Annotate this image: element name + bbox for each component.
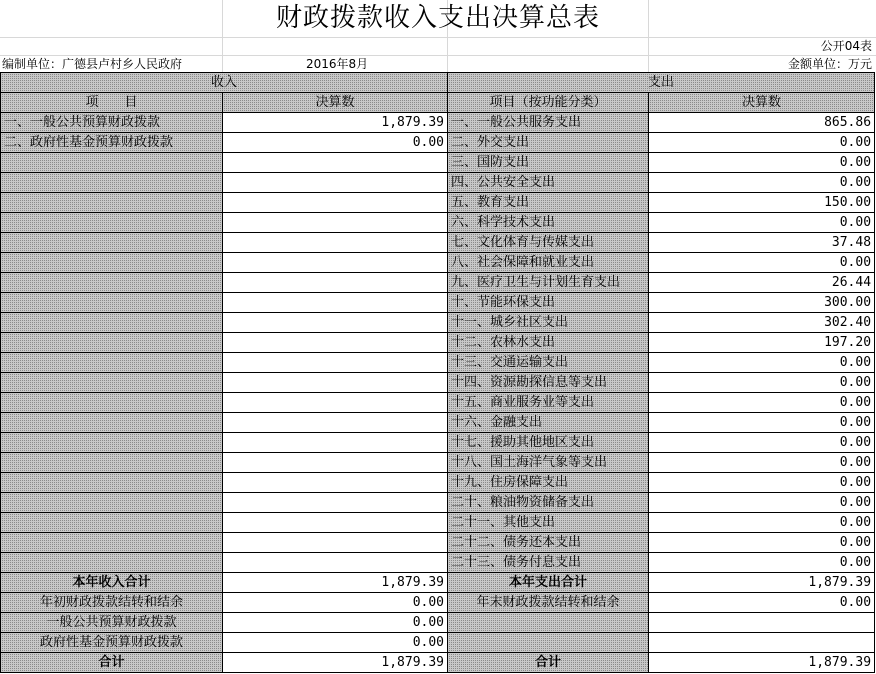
budget-table — [0, 72, 875, 673]
begin-balance-label: 年初财政拨款结转和结余 — [1, 593, 223, 613]
income-item-amount[interactable] — [223, 553, 448, 573]
table-row — [1, 393, 875, 413]
expense-item-label: 十七、援助其他地区支出 — [448, 433, 649, 453]
income-item-amount[interactable] — [223, 213, 448, 233]
income-item-label — [1, 153, 223, 173]
expense-total-amount[interactable]: 1,879.39 — [649, 573, 875, 593]
expense-item-amount[interactable]: 0.00 — [649, 453, 875, 473]
summary-row — [1, 633, 875, 653]
income-item-label: 二、政府性基金预算财政拨款 — [1, 133, 223, 153]
income-item-label — [1, 173, 223, 193]
table-row — [1, 353, 875, 373]
expense-item-amount[interactable]: 0.00 — [649, 393, 875, 413]
income-item-header: 项 目 — [1, 93, 223, 113]
expense-item-header: 项目（按功能分类） — [448, 93, 649, 113]
expense-item-label: 四、公共安全支出 — [448, 173, 649, 193]
expense-item-amount[interactable]: 0.00 — [649, 493, 875, 513]
table-row — [1, 133, 875, 153]
expense-item-label: 十二、农林水支出 — [448, 333, 649, 353]
grid-line — [0, 37, 876, 38]
expense-item-amount[interactable]: 0.00 — [649, 513, 875, 533]
expense-item-amount[interactable]: 0.00 — [649, 553, 875, 573]
table-row — [1, 533, 875, 553]
expense-item-label: 十四、资源勘探信息等支出 — [448, 373, 649, 393]
expense-item-label: 五、教育支出 — [448, 193, 649, 213]
empty-cell — [448, 613, 649, 633]
expense-item-label: 十、节能环保支出 — [448, 293, 649, 313]
table-row — [1, 333, 875, 353]
income-item-label — [1, 313, 223, 333]
expense-item-label: 二十、粮油物资储备支出 — [448, 493, 649, 513]
income-item-label — [1, 373, 223, 393]
table-row — [1, 433, 875, 453]
expense-item-label: 二、外交支出 — [448, 133, 649, 153]
income-item-amount[interactable]: 0.00 — [223, 133, 448, 153]
income-item-label — [1, 233, 223, 253]
table-row — [1, 233, 875, 253]
expense-item-label: 六、科学技术支出 — [448, 213, 649, 233]
income-item-label — [1, 353, 223, 373]
income-total-amount[interactable]: 1,879.39 — [223, 573, 448, 593]
expense-item-amount[interactable]: 0.00 — [649, 253, 875, 273]
report-date: 2016年8月 — [306, 57, 369, 71]
income-item-label — [1, 213, 223, 233]
expense-item-amount[interactable]: 865.86 — [649, 113, 875, 133]
reporting-unit: 编制单位：广德县卢村乡人民政府 — [2, 57, 183, 71]
income-item-amount[interactable] — [223, 393, 448, 413]
expense-item-label: 十一、城乡社区支出 — [448, 313, 649, 333]
table-row — [1, 373, 875, 393]
income-item-label — [1, 393, 223, 413]
expense-item-amount[interactable]: 0.00 — [649, 413, 875, 433]
income-item-label — [1, 513, 223, 533]
expense-item-label: 十五、商业服务业等支出 — [448, 393, 649, 413]
grand-total-label: 合计 — [1, 653, 223, 673]
table-row — [1, 313, 875, 333]
income-item-label — [1, 473, 223, 493]
table-row — [1, 213, 875, 233]
income-item-amount[interactable] — [223, 313, 448, 333]
expense-item-label: 九、医疗卫生与计划生育支出 — [448, 273, 649, 293]
fund-budget-amount[interactable]: 0.00 — [223, 633, 448, 653]
table-row — [1, 153, 875, 173]
income-item-label — [1, 333, 223, 353]
expense-section-header: 支出 — [448, 73, 875, 93]
table-row — [1, 413, 875, 433]
form-code: 公开04表 — [820, 39, 872, 53]
expense-item-amount[interactable]: 0.00 — [649, 373, 875, 393]
expense-item-label: 十八、国土海洋气象等支出 — [448, 453, 649, 473]
expense-item-amount[interactable]: 0.00 — [649, 433, 875, 453]
expense-item-label: 七、文化体育与传媒支出 — [448, 233, 649, 253]
income-item-amount[interactable] — [223, 273, 448, 293]
income-item-amount[interactable] — [223, 473, 448, 493]
expense-item-label: 十九、住房保障支出 — [448, 473, 649, 493]
table-row — [1, 173, 875, 193]
fund-budget-label: 政府性基金预算财政拨款 — [1, 633, 223, 653]
expense-item-amount[interactable]: 0.00 — [649, 213, 875, 233]
table-row — [1, 473, 875, 493]
expense-item-label: 二十二、债务还本支出 — [448, 533, 649, 553]
income-item-amount[interactable] — [223, 233, 448, 253]
income-item-label — [1, 553, 223, 573]
table-row — [1, 513, 875, 533]
table-row — [1, 273, 875, 293]
income-item-label: 一、一般公共预算财政拨款 — [1, 113, 223, 133]
grand-total-income-amount[interactable]: 1,879.39 — [223, 653, 448, 673]
expense-item-amount[interactable]: 302.40 — [649, 313, 875, 333]
income-item-amount[interactable] — [223, 353, 448, 373]
income-item-amount[interactable] — [223, 173, 448, 193]
expense-item-label: 二十三、债务付息支出 — [448, 553, 649, 573]
expense-amount-header: 决算数 — [649, 93, 875, 113]
end-balance-label: 年末财政拨款结转和结余 — [448, 593, 649, 613]
expense-item-amount[interactable]: 37.48 — [649, 233, 875, 253]
begin-balance-amount[interactable]: 0.00 — [223, 593, 448, 613]
income-item-amount[interactable]: 1,879.39 — [223, 113, 448, 133]
table-row — [1, 453, 875, 473]
expense-item-label: 二十一、其他支出 — [448, 513, 649, 533]
expense-item-amount[interactable]: 300.00 — [649, 293, 875, 313]
summary-row — [1, 653, 875, 673]
income-item-label — [1, 193, 223, 213]
income-amount-header: 决算数 — [223, 93, 448, 113]
income-item-amount[interactable] — [223, 193, 448, 213]
income-item-label — [1, 293, 223, 313]
empty-cell — [649, 613, 875, 633]
expense-item-label: 十三、交通运输支出 — [448, 353, 649, 373]
section-header-row — [1, 73, 875, 93]
expense-item-amount[interactable]: 0.00 — [649, 353, 875, 373]
expense-item-amount[interactable]: 0.00 — [649, 533, 875, 553]
income-item-amount[interactable] — [223, 253, 448, 273]
table-row — [1, 553, 875, 573]
expense-item-amount[interactable]: 0.00 — [649, 133, 875, 153]
summary-row — [1, 593, 875, 613]
income-item-amount[interactable] — [223, 493, 448, 513]
income-item-amount[interactable] — [223, 513, 448, 533]
general-budget-label: 一般公共预算财政拨款 — [1, 613, 223, 633]
table-row — [1, 193, 875, 213]
grand-total-label: 合计 — [448, 653, 649, 673]
income-item-label — [1, 453, 223, 473]
currency-unit: 金额单位：万元 — [787, 57, 872, 71]
income-item-label — [1, 273, 223, 293]
income-item-label — [1, 533, 223, 553]
summary-row — [1, 613, 875, 633]
expense-item-amount[interactable]: 26.44 — [649, 273, 875, 293]
income-item-amount[interactable] — [223, 413, 448, 433]
expense-item-amount[interactable]: 0.00 — [649, 173, 875, 193]
expense-item-label: 十六、金融支出 — [448, 413, 649, 433]
grand-total-expense-amount[interactable]: 1,879.39 — [649, 653, 875, 673]
table-row — [1, 293, 875, 313]
income-item-label — [1, 433, 223, 453]
empty-cell — [649, 633, 875, 653]
summary-row — [1, 573, 875, 593]
expense-total-label: 本年支出合计 — [448, 573, 649, 593]
income-item-label — [1, 413, 223, 433]
expense-item-label: 八、社会保障和就业支出 — [448, 253, 649, 273]
income-item-amount[interactable] — [223, 433, 448, 453]
expense-item-amount[interactable]: 197.20 — [649, 333, 875, 353]
income-section-header: 收入 — [1, 73, 448, 93]
table-row — [1, 253, 875, 273]
expense-item-label: 三、国防支出 — [448, 153, 649, 173]
income-item-amount[interactable] — [223, 293, 448, 313]
expense-item-amount[interactable]: 0.00 — [649, 153, 875, 173]
income-item-amount[interactable] — [223, 453, 448, 473]
income-item-amount[interactable] — [223, 153, 448, 173]
expense-item-amount[interactable]: 150.00 — [649, 193, 875, 213]
general-budget-amount[interactable]: 0.00 — [223, 613, 448, 633]
expense-item-label: 一、一般公共服务支出 — [448, 113, 649, 133]
income-item-label — [1, 493, 223, 513]
income-item-label — [1, 253, 223, 273]
column-header-row — [1, 93, 875, 113]
income-item-amount[interactable] — [223, 333, 448, 353]
end-balance-amount[interactable]: 0.00 — [649, 593, 875, 613]
table-row — [1, 493, 875, 513]
expense-item-amount[interactable]: 0.00 — [649, 473, 875, 493]
empty-cell — [448, 633, 649, 653]
income-item-amount[interactable] — [223, 533, 448, 553]
page-title: 财政拨款收入支出决算总表 — [275, 3, 600, 33]
table-row — [1, 113, 875, 133]
income-item-amount[interactable] — [223, 373, 448, 393]
income-total-label: 本年收入合计 — [1, 573, 223, 593]
